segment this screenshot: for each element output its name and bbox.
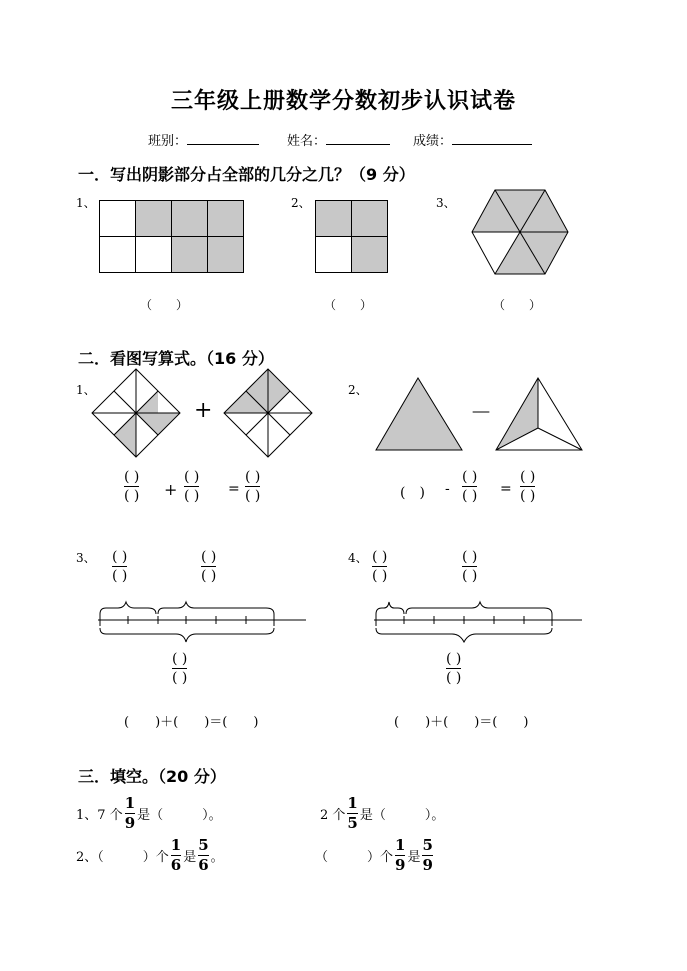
- denominator-blank[interactable]: ( ): [372, 568, 388, 584]
- denominator-blank[interactable]: ( ): [245, 488, 261, 504]
- s3-q2a-suffix: 。: [210, 850, 224, 865]
- s2-eq2-frac-2[interactable]: [520, 470, 535, 503]
- numerator-blank[interactable]: ( ): [245, 469, 261, 485]
- page-title: 三年级上册数学分数初步认识试卷: [170, 89, 516, 114]
- denominator-blank[interactable]: ( ): [520, 488, 536, 504]
- eq-equals: =: [228, 481, 240, 497]
- class-label: 班别：: [148, 134, 188, 149]
- s3-q1a-fraction: [125, 796, 135, 831]
- s3-q2b-fraction-2: [422, 838, 432, 873]
- denominator-blank[interactable]: ( ): [446, 670, 462, 686]
- s2-minus-sign: －: [470, 401, 493, 426]
- s2-eq1-frac-3[interactable]: [245, 470, 260, 503]
- s2-triangle-figure-a: [374, 376, 464, 452]
- eq-equals: =: [500, 481, 512, 497]
- s2-label-4: 4、: [348, 551, 368, 565]
- numerator-blank[interactable]: ( ): [462, 549, 478, 565]
- s3-q1b: [320, 796, 444, 831]
- numerator-blank[interactable]: ( ): [372, 549, 388, 565]
- s3-q1a: [76, 796, 222, 831]
- s1-answer-2[interactable]: （ ）: [324, 298, 373, 312]
- denominator: 5: [347, 814, 358, 832]
- s1-label-1: 1、: [76, 196, 96, 210]
- denominator-blank[interactable]: ( ): [124, 488, 140, 504]
- s2-eq2-whole-blank[interactable]: ( ): [400, 485, 425, 501]
- numerator: 1: [124, 794, 136, 812]
- s2-p3-frac-total[interactable]: [172, 652, 187, 685]
- numerator-blank[interactable]: ( ): [520, 469, 536, 485]
- s1-answer-1[interactable]: （ ）: [140, 298, 189, 312]
- numerator-blank[interactable]: ( ): [124, 469, 140, 485]
- s2-diamond-figure-b: [224, 369, 314, 459]
- s2-p3-number-line: [96, 598, 310, 650]
- s1-rect-grid-figure: [99, 200, 245, 273]
- s3-q2a-fraction-2: [198, 838, 208, 873]
- section3-heading: 三．填空。（20 分）: [78, 767, 226, 786]
- name-label: 姓名：: [287, 134, 327, 149]
- s2-plus-sign: +: [194, 398, 213, 423]
- s2-triangle-figure-b: [494, 376, 584, 452]
- s1-square-grid-figure: [315, 200, 389, 273]
- s3-q2b: [315, 838, 433, 873]
- s3-q1b-fraction: [347, 796, 357, 831]
- denominator: 6: [170, 856, 182, 874]
- numerator: 5: [198, 836, 209, 854]
- section1-heading: 一．写出阴影部分占全部的几分之几？（9 分）: [78, 165, 415, 184]
- denominator: 9: [395, 856, 406, 874]
- s1-answer-3[interactable]: （ ）: [493, 298, 542, 312]
- s3-q1b-prefix: 2 个: [320, 808, 346, 823]
- numerator: 5: [422, 836, 433, 854]
- s2-eq1-frac-1[interactable]: [124, 470, 139, 503]
- s3-q2a-mid: 是: [183, 850, 197, 865]
- s2-p4-frac-total[interactable]: [446, 652, 461, 685]
- s2-label-2: 2、: [348, 383, 368, 397]
- numerator-blank[interactable]: ( ): [172, 651, 188, 667]
- name-blank[interactable]: [326, 132, 390, 145]
- denominator: 9: [422, 856, 433, 874]
- eq-minus: -: [445, 481, 450, 497]
- s2-p4-frac-a[interactable]: [372, 550, 387, 583]
- denominator-blank[interactable]: ( ): [462, 568, 478, 584]
- s1-hexagon-figure: [470, 188, 570, 276]
- denominator-blank[interactable]: ( ): [201, 568, 217, 584]
- s3-q1a-prefix: 1、7 个: [76, 808, 123, 823]
- s3-q2a: [76, 838, 224, 873]
- s3-q2b-prefix[interactable]: （ ）个: [315, 850, 394, 865]
- denominator-blank[interactable]: ( ): [112, 568, 128, 584]
- numerator-blank[interactable]: ( ): [446, 651, 462, 667]
- eq-plus: +: [164, 480, 178, 499]
- numerator: 1: [347, 794, 358, 812]
- s2-eq2-frac-1[interactable]: [462, 470, 477, 503]
- denominator-blank[interactable]: ( ): [172, 670, 188, 686]
- s3-q2a-fraction-1: [171, 838, 181, 873]
- s2-p3-frac-b[interactable]: [201, 550, 216, 583]
- denominator: 9: [124, 814, 136, 832]
- name-field: [287, 130, 390, 149]
- s2-p4-frac-b[interactable]: [462, 550, 477, 583]
- denominator: 6: [198, 856, 209, 874]
- s2-p4-sum-line[interactable]: ( )＋( )＝( ): [394, 715, 529, 730]
- section2-heading: 二．看图写算式。（16 分）: [78, 349, 274, 368]
- s2-diamond-figure-a: [92, 369, 182, 459]
- class-blank[interactable]: [187, 132, 259, 145]
- s3-q1b-suffix[interactable]: 是（ ）。: [359, 808, 445, 823]
- s3-q2b-mid: 是: [407, 850, 421, 865]
- s1-label-3: 3、: [436, 196, 456, 210]
- numerator: 1: [170, 836, 182, 854]
- denominator-blank[interactable]: ( ): [184, 488, 200, 504]
- numerator: 1: [395, 836, 406, 854]
- s2-eq1-frac-2[interactable]: [184, 470, 199, 503]
- denominator-blank[interactable]: ( ): [462, 488, 478, 504]
- s3-q2b-fraction-1: [395, 838, 405, 873]
- s1-label-2: 2、: [291, 196, 311, 210]
- score-label: 成绩：: [413, 134, 453, 149]
- numerator-blank[interactable]: ( ): [201, 549, 217, 565]
- score-blank[interactable]: [452, 132, 532, 145]
- numerator-blank[interactable]: ( ): [184, 469, 200, 485]
- s2-label-1: 1、: [76, 383, 96, 397]
- s3-q1a-suffix[interactable]: 是（ ）。: [137, 808, 222, 823]
- score-field: [413, 130, 532, 149]
- s2-p3-sum-line[interactable]: ( )＋( )＝( ): [124, 715, 259, 730]
- s2-label-3: 3、: [76, 551, 96, 565]
- s3-q2a-prefix[interactable]: 2、（ ）个: [76, 850, 169, 865]
- s2-p3-frac-a[interactable]: [112, 550, 127, 583]
- class-field: [148, 130, 259, 149]
- s2-p4-number-line: [372, 598, 586, 650]
- numerator-blank[interactable]: ( ): [462, 469, 478, 485]
- numerator-blank[interactable]: ( ): [112, 549, 128, 565]
